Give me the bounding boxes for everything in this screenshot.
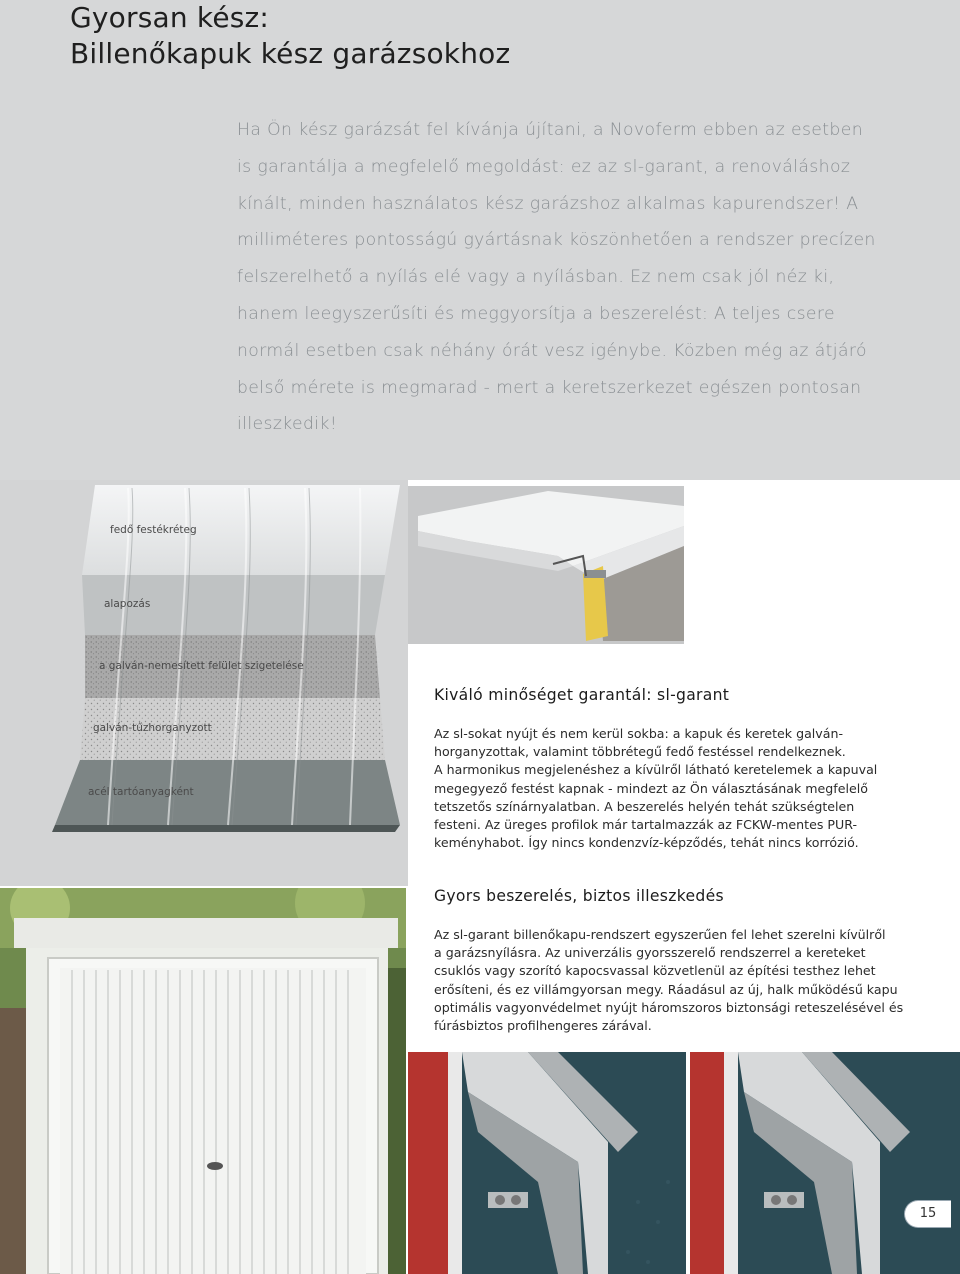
mounting-detail-photo-2	[690, 1052, 960, 1274]
installation-body: Az sl-garant billenőkapu-rendszert egyszerűen fel lehet szerelni kívülről a garázsnyílásra. Az univerzális gyorsszerelő rendszerrel a kereteket csuklós vagy szorító kapocsvassal közvetlenül az építési testhez lehet erősíteni, és ez villámgyorsan megy. Ráadásul az új, halk működésű kapu optimális vagyonvédelmet nyújt háromszoros biztonsági reteszelésével és fúrásbiztos profilhengeres zárával.	[434, 927, 904, 1034]
page-title	[70, 0, 510, 72]
intro-paragraph: Ha Ön kész garázsát fel kívánja újítani, a Novoferm ebben az esetben is garantálja a megfelelő megoldást: ez az sl-garant, a renováláshoz kínált, minden használatos kész garázshoz alkalmas kapurendszer! A milliméteres pontosságú gyártásnak köszönhetően a rendszer precízen felszerelhető a nyílás elé vagy a nyílásban. Ez nem csak jól néz ki, hanem leegyszerűsíti és meggyorsítja a beszerelést: A teljes csere normál esetben csak néhány órát vesz igénybe. Közben még az átjáró belső mérete is megmarad - mert a keretszerkezet egészen pontosan illeszkedik!	[237, 120, 876, 435]
layer-label-topcoat: fedő festékréteg	[110, 524, 197, 536]
garage-door-photo	[0, 888, 406, 1274]
door-handle-icon	[207, 1162, 223, 1170]
layer-label-steel: acél tartóanyagként	[88, 786, 194, 798]
installation-heading: Gyors beszerelés, biztos illeszkedés	[434, 887, 724, 905]
profile-cross-section-image	[408, 486, 684, 644]
layer-label-galvanized: galván-tűzhorganyzott	[93, 722, 212, 734]
page-number: 15	[904, 1200, 951, 1228]
installation-section	[434, 887, 904, 1035]
layer-label-primer: alapozás	[104, 598, 151, 610]
layer-label-insulation: a galván-nemesített felület szigetelése	[99, 660, 304, 672]
mounting-detail-photo-1	[408, 1052, 686, 1274]
quality-section	[434, 686, 904, 852]
coating-layers-illustration	[0, 480, 408, 886]
quality-body: Az sl-sokat nyújt és nem kerül sokba: a kapuk és keretek galván- horganyzottak, valamint többrétegű fedő festéssel rendelkeznek. A harmonikus megjelenéshez a kívülről látható keretelemek a kapuval megegyező festést kapnak - mindezt az Ön választásának megfelelő tetszetős színárnyalatban. A beszerelés helyén tehát szükségtelen festeni. Az üreges profilok már tartalmazzák az FCKW-mentes PUR- keményhabot. Így nincs kondenzvíz-képződés, tehát nincs korrózió.	[434, 726, 878, 851]
title-line-2: Billenőkapuk kész garázsokhoz	[70, 37, 511, 70]
quality-heading: Kiváló minőséget garantál: sl-garant	[434, 686, 730, 704]
title-line-1: Gyorsan kész:	[70, 1, 270, 34]
